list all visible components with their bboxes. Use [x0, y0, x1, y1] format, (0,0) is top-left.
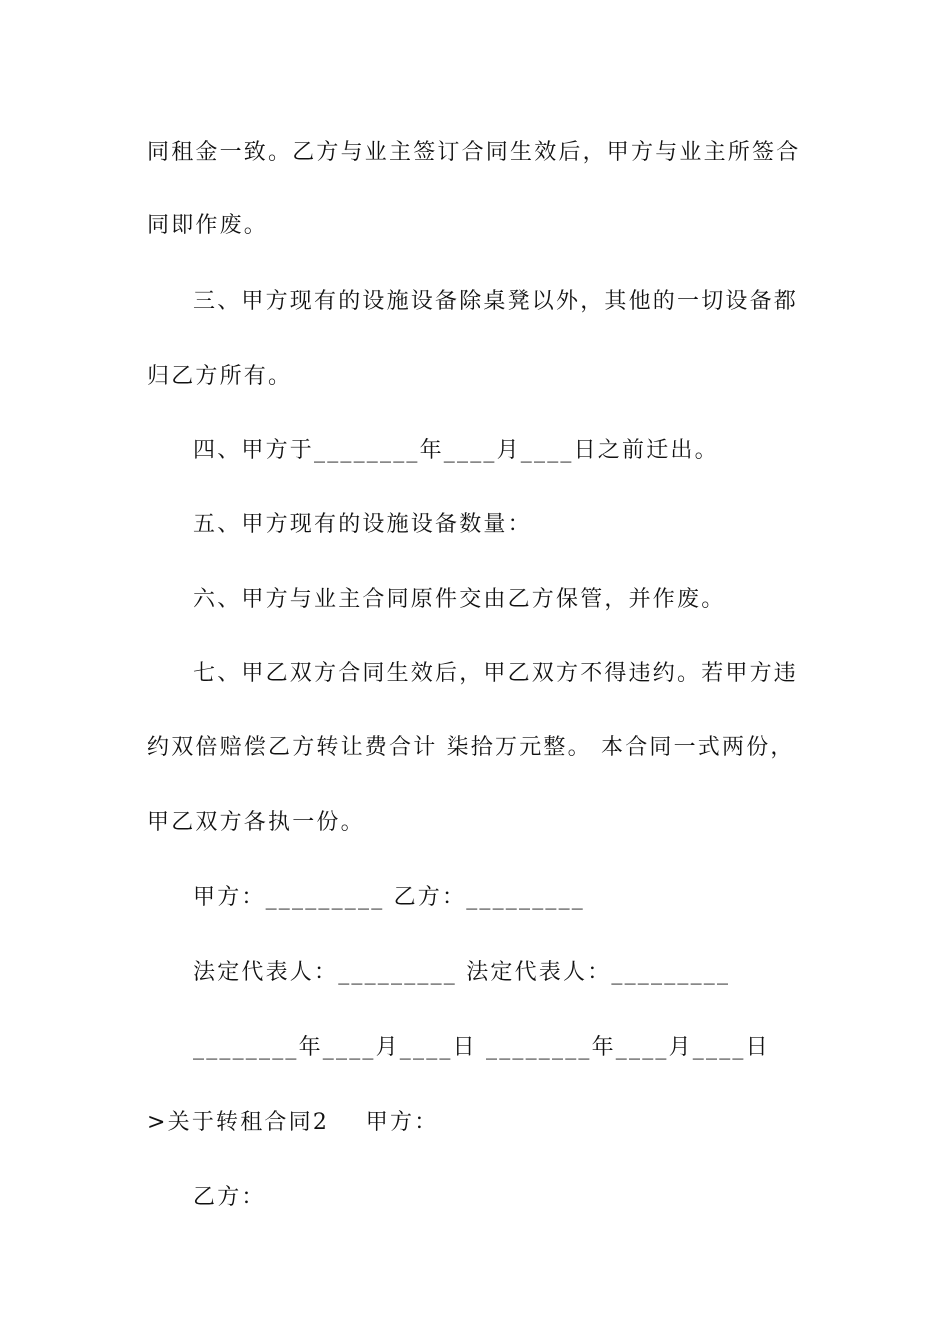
clause-4-line: 四、甲方于________年____月____日之前迁出。 — [193, 438, 719, 463]
paragraph-line: 归乙方所有。 — [147, 364, 293, 389]
clause-6-line: 六、甲方与业主合同原件交由乙方保管，并作废。 — [193, 587, 726, 612]
paragraph-line: 甲乙双方各执一份。 — [147, 810, 365, 835]
paragraph-line: 约双倍赔偿乙方转让费合计 柒拾万元整。 本合同一式两份， — [147, 735, 795, 760]
next-contract-heading: >关于转租合同2 甲方： — [147, 1110, 439, 1135]
paragraph-line: 同租金一致。乙方与业主签订合同生效后，甲方与业主所签合 — [147, 140, 801, 165]
party-signature-line: 甲方：_________ 乙方：_________ — [193, 885, 585, 910]
date-line: ________年____月____日 ________年____月____日 — [193, 1035, 770, 1060]
party-b-line: 乙方： — [193, 1185, 266, 1210]
paragraph-line: 同即作废。 — [147, 213, 269, 238]
clause-3-line: 三、甲方现有的设施设备除桌凳以外，其他的一切设备都 — [193, 289, 799, 314]
clause-5-line: 五、甲方现有的设施设备数量： — [193, 512, 532, 537]
legal-representative-line: 法定代表人：_________ 法定代表人：_________ — [193, 960, 731, 985]
clause-7-line: 七、甲乙双方合同生效后，甲乙双方不得违约。若甲方违 — [193, 661, 799, 686]
